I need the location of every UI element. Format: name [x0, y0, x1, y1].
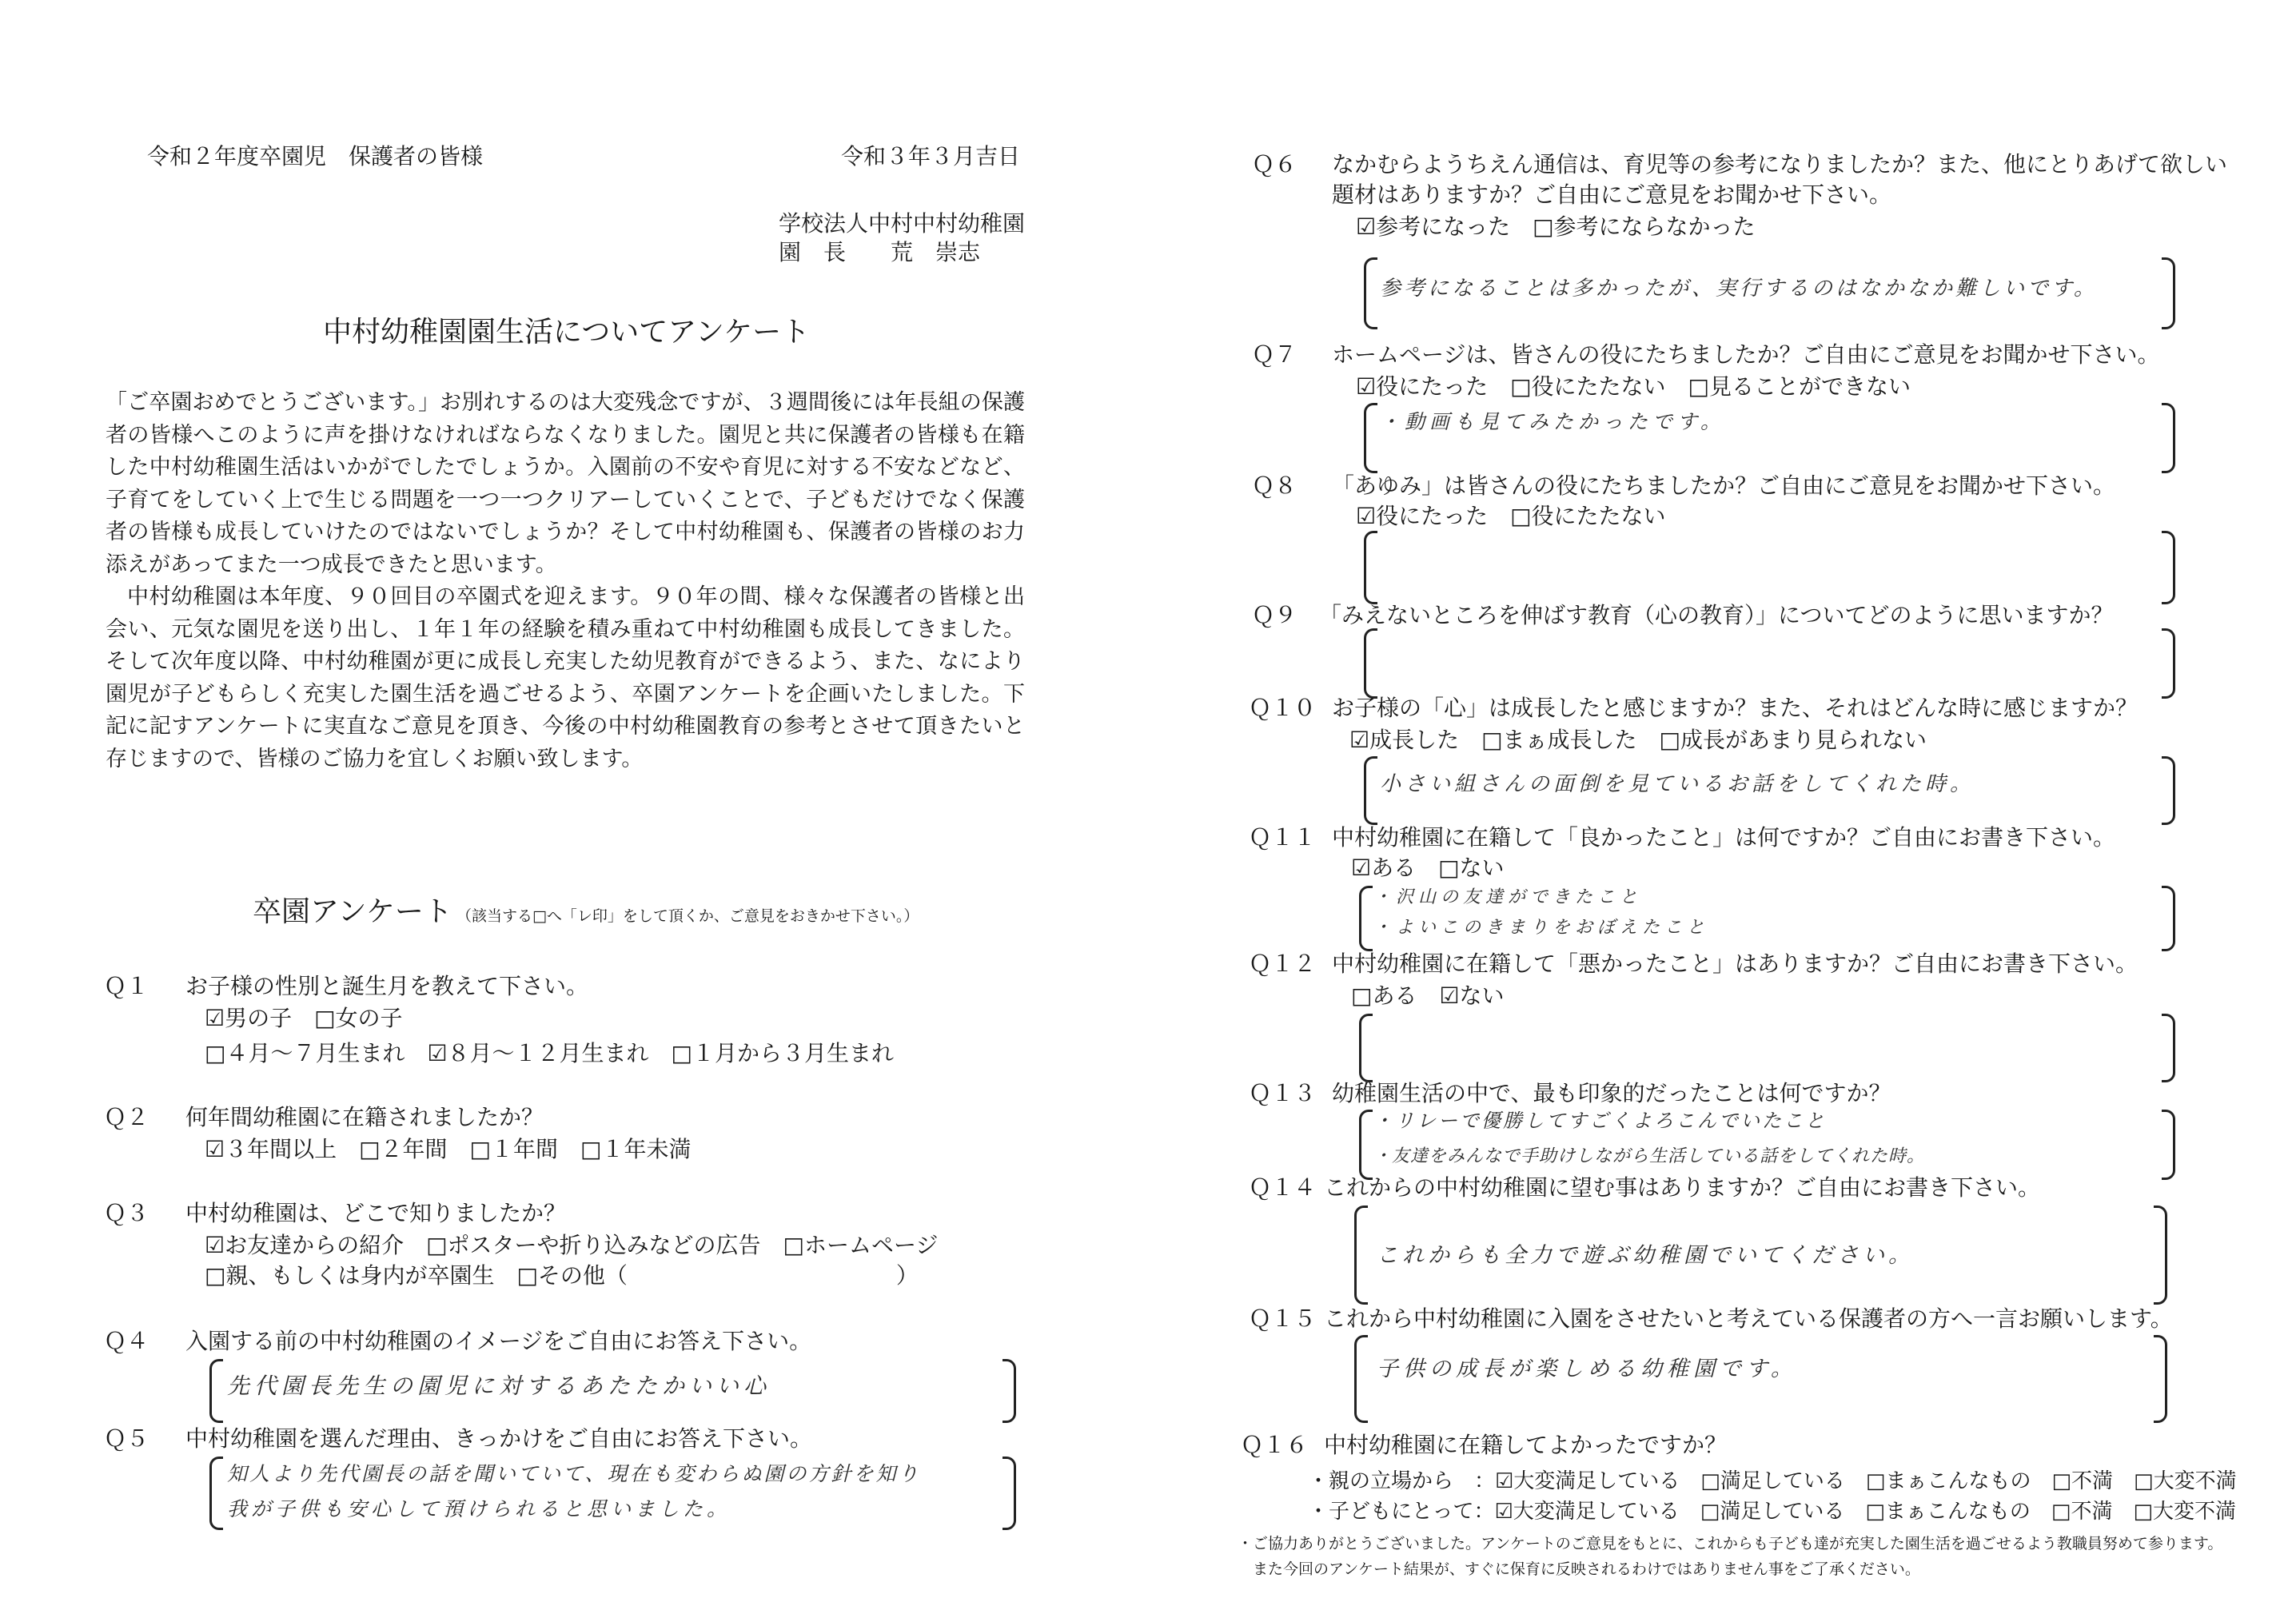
answer-bracket-left	[1359, 1110, 1373, 1180]
answer-options: ☑お友達からの紹介 □ポスターや折り込みなどの広告 □ホームページ	[205, 1232, 939, 1258]
handwritten-answer: これからも全力で遊ぶ幼稚園でいてください。	[1377, 1243, 1914, 1268]
greeting-recipient: 令和２年度卒園児 保護者の皆様	[147, 143, 484, 169]
question-number: Ｑ７	[1252, 341, 1297, 368]
intro-paragraph: 「ご卒園おめでとうございます。」お別れするのは大変残念ですが、３週間後には年長組の保護者の皆様へこのように声を掛けなければならなくなりました。園児と共に保護者の皆様も在籍した中村幼稚園生活はいかがでしたでしょうか。入園前の不安や育児に対する不安などなど、子育てをしていく上で生じる問題を一つ一つクリアーしていくことで、子どもだけでなく保護者の皆様も成長していけたのではないでしょうか？そして中村幼稚園も、保護者の皆様のお力添えがあってまた一つ成長できたと思います。	[106, 390, 1025, 577]
answer-bracket-left	[1354, 1206, 1368, 1305]
answer-bracket-left	[209, 1457, 223, 1530]
handwritten-answer: 知人より先代園長の話を聞いていて、現在も変わらぬ園の方針を知り	[227, 1462, 921, 1485]
question-text: 中村幼稚園を選んだ理由、きっかけをご自由にお答え下さい。	[185, 1425, 813, 1452]
answer-options: ☑参考になった □参考にならなかった	[1356, 213, 1756, 240]
answer-options-parent: ・親の立場から ：☑大変満足している □満足している □まぁこんなもの □不満 □大変不満	[1308, 1469, 2237, 1493]
answer-bracket-right	[2162, 1110, 2175, 1180]
question-number: Ｑ１	[104, 973, 149, 999]
answer-options: ☑３年間以上 □２年間 □１年間 □１年未満	[205, 1136, 692, 1162]
handwritten-answer: 参考になることは多かったが、実行するのはなかなか難しいです。	[1380, 277, 2098, 301]
handwritten-answer: 先代園長先生の園児に対するあたたかいい心	[227, 1373, 771, 1399]
answer-bracket-right	[2162, 403, 2175, 473]
answer-bracket-right	[1003, 1359, 1016, 1423]
answer-options: ☑ある □ない	[1351, 855, 1505, 881]
answer-bracket-right	[2154, 1206, 2167, 1305]
answer-options: □ある ☑ない	[1351, 982, 1505, 1009]
question-text: ホームページは、皆さんの役にたちましたか？ご自由にご意見をお聞かせ下さい。	[1332, 341, 2160, 368]
answer-bracket-left	[1354, 1335, 1368, 1423]
question-number: Ｑ９	[1252, 602, 1297, 628]
director-name: 園 長 荒 崇志	[779, 239, 981, 265]
question-number: Ｑ１２	[1249, 950, 1317, 977]
question-text: お子様の性別と誕生月を教えて下さい。	[185, 973, 589, 999]
handwritten-answer: ・友達をみんなで手助けしながら生活している話をしてくれた時。	[1373, 1146, 1926, 1166]
handwritten-answer: 小さい組さんの面倒を見ているお話をしてくれた時。	[1380, 772, 1975, 796]
answer-bracket-right	[2162, 531, 2175, 604]
question-text: お子様の「心」は成長したと感じますか？また、それはどんな時に感じますか？	[1332, 695, 2139, 721]
answer-bracket-left	[1359, 1014, 1373, 1082]
question-text: 何年間幼稚園に在籍されましたか？	[185, 1104, 544, 1130]
question-number: Ｑ４	[104, 1328, 149, 1354]
question-text: これから中村幼稚園に入園をさせたいと考えている保護者の方へ一言お願いします。	[1324, 1305, 2173, 1332]
survey-heading	[253, 889, 919, 930]
question-number: Ｑ３	[104, 1200, 149, 1226]
answer-bracket-left	[1364, 756, 1377, 825]
question-number: Ｑ６	[1252, 151, 1297, 177]
answer-bracket-right	[2162, 628, 2175, 699]
answer-options: ☑男の子 □女の子	[205, 1005, 403, 1031]
question-number: Ｑ２	[104, 1104, 149, 1130]
footer-note: ・ご協力ありがとうございました。アンケートのご意見をもとに、これからも子ども達が充実した園生活を過ごせるよう教職員努めて参ります。	[1238, 1535, 2223, 1552]
question-text: 中村幼稚園は、どこで知りましたか？	[185, 1200, 567, 1226]
handwritten-answer: 子供の成長が楽しめる幼稚園です。	[1377, 1357, 1797, 1381]
answer-options: □４月～７月生まれ ☑８月～１２月生まれ □１月から３月生まれ	[205, 1040, 895, 1066]
question-text: 「みえないところを伸ばす教育（心の教育）」についてどのように思いますか？	[1319, 602, 2114, 628]
answer-options: ☑成長した □まぁ成長した □成長があまり見られない	[1349, 727, 1927, 753]
answer-bracket-left	[1364, 531, 1377, 604]
organization-name: 学校法人中村中村幼稚園	[779, 210, 1026, 237]
intro-paragraph: 中村幼稚園は本年度、９０回目の卒園式を迎えます。９０年の間、様々な保護者の皆様と出会い、元気な園児を送り出し、１年１年の経験を積み重ねて中村幼稚園も成長してきました。そして次年度以降、中村幼稚園が更に成長し充実した幼児教育ができるよう、また、なにより園児が子どもらしく充実した園生活を過ごせるよう、卒園アンケートを企画いたしました。下記に記すアンケートに実直なご意見を頂き、今後の中村幼稚園教育の参考とさせて頂きたいと存じますので、皆様のご協力を宜しくお願い致します。	[106, 584, 1025, 771]
question-number: Ｑ１１	[1249, 824, 1317, 851]
footer-note: また今回のアンケート結果が、すぐに保育に反映されるわけではありません事をご了承ください。	[1238, 1560, 1920, 1578]
answer-bracket-right	[1003, 1457, 1016, 1530]
question-number: Ｑ１０	[1249, 695, 1317, 721]
question-number: Ｑ１６	[1241, 1432, 1309, 1458]
answer-bracket-right	[2162, 756, 2175, 825]
page-title: 中村幼稚園園生活についてアンケート	[323, 316, 811, 349]
handwritten-answer: ・動画も見てみたかったです。	[1380, 410, 1726, 433]
answer-bracket-left	[1359, 886, 1373, 951]
intro-text	[106, 387, 1025, 775]
question-text: 幼稚園生活の中で、最も印象的だったことは何ですか？	[1332, 1080, 1891, 1106]
question-text: なかむらようちえん通信は、育児等の参考になりましたか？また、他にとりあげて欲しい	[1332, 151, 2228, 177]
answer-bracket-right	[2162, 1014, 2175, 1082]
question-text: 入園する前の中村幼稚園のイメージをご自由にお答え下さい。	[185, 1328, 812, 1354]
question-number: Ｑ１３	[1249, 1080, 1317, 1106]
question-number: Ｑ１４	[1249, 1174, 1317, 1201]
handwritten-answer: ・沢山の友達ができたこと	[1373, 887, 1643, 907]
issue-date: 令和３年３月吉日	[841, 143, 1021, 169]
survey-instructions: （該当する□へ「レ印」をして頂くか、ご意見をおきかせ下さい。）	[456, 907, 919, 925]
answer-bracket-right	[2154, 1335, 2167, 1423]
handwritten-answer: 我が子供も安心して預けられると思いました。	[227, 1497, 731, 1520]
question-text: 中村幼稚園に在籍してよかったですか？	[1324, 1432, 1728, 1458]
question-text: 「あゆみ」は皆さんの役にたちましたか？ご自由にご意見をお聞かせ下さい。	[1332, 472, 2116, 499]
answer-options: ☑役にたった □役にたたない □見ることができない	[1356, 373, 1911, 400]
survey-title: 卒園アンケート	[253, 895, 452, 928]
question-text: 中村幼稚園に在籍して「良かったこと」は何ですか？ご自由にお書き下さい。	[1332, 824, 2116, 851]
handwritten-answer: ・よいこのきまりをおぼえたこと	[1373, 918, 1710, 938]
question-text: 中村幼稚園に在籍して「悪かったこと」はありますか？ご自由にお書き下さい。	[1332, 950, 2139, 977]
question-number: Ｑ８	[1252, 472, 1297, 499]
question-text: 題材はありますか？ご自由にご意見をお聞かせ下さい。	[1332, 181, 1892, 208]
answer-bracket-left	[209, 1359, 223, 1423]
question-text: これからの中村幼稚園に望む事はありますか？ご自由にお書き下さい。	[1324, 1174, 2041, 1201]
answer-bracket-right	[2162, 886, 2175, 951]
answer-bracket-left	[1364, 257, 1377, 329]
answer-options-child: ・子どもにとって：☑大変満足している □満足している □まぁこんなもの □不満 □大変不満	[1308, 1500, 2237, 1524]
question-number: Ｑ５	[104, 1425, 149, 1452]
question-number: Ｑ１５	[1249, 1305, 1317, 1332]
answer-bracket-right	[2162, 257, 2175, 329]
answer-options: □親、もしくは身内が卒園生 □その他（ ）	[205, 1262, 919, 1289]
answer-options: ☑役にたった □役にたたない	[1356, 503, 1666, 529]
answer-bracket-left	[1364, 628, 1377, 699]
answer-bracket-left	[1364, 403, 1377, 473]
handwritten-answer: ・リレーで優勝してすごくよろこんでいたこと	[1373, 1110, 1827, 1132]
